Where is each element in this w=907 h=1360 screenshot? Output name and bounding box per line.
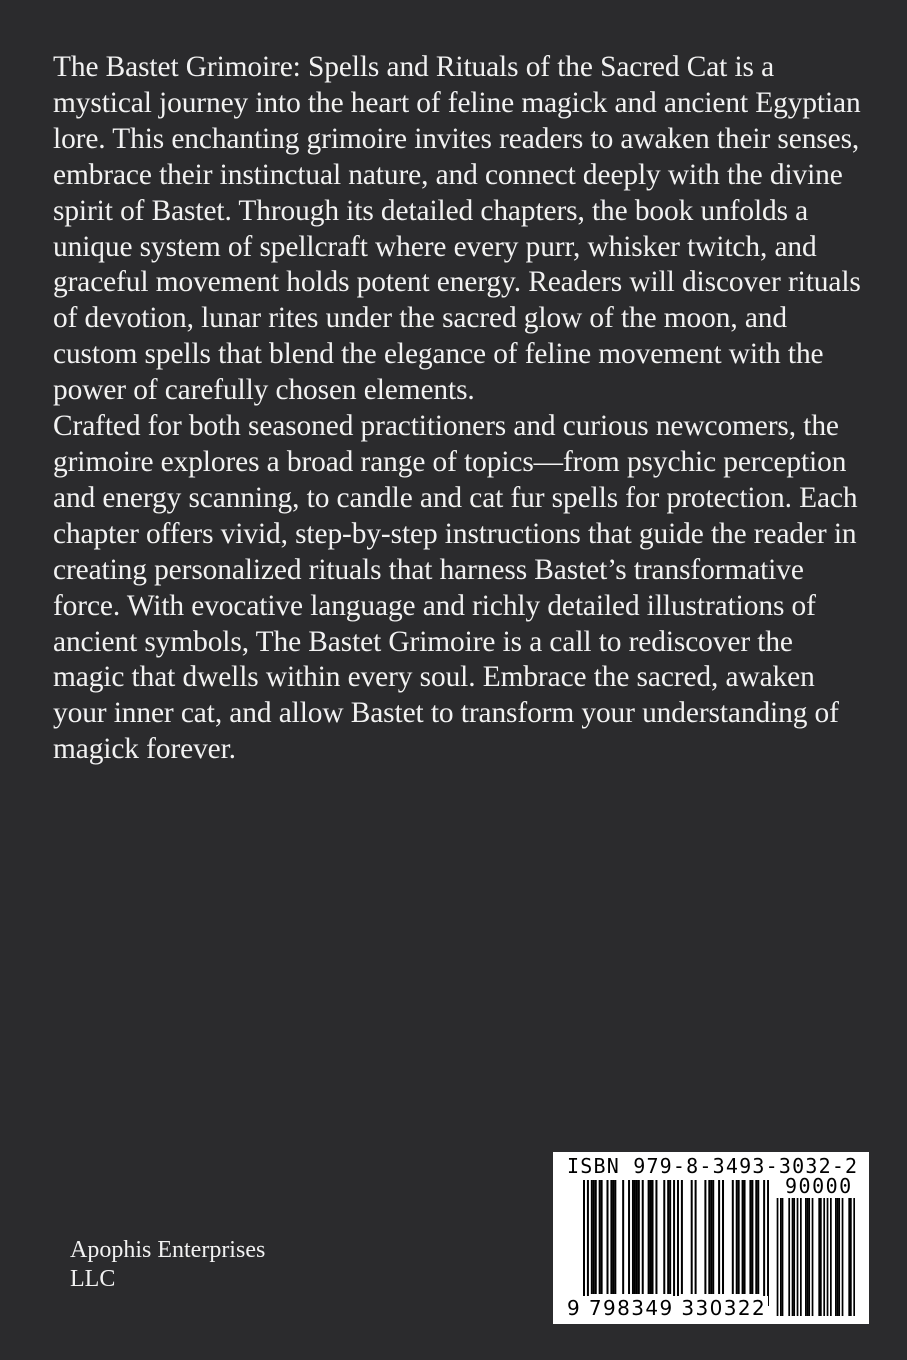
addon-barcode-bars — [775, 1198, 855, 1316]
barcode-bar — [738, 1180, 740, 1294]
barcode-bar — [732, 1180, 734, 1294]
barcode-bar — [655, 1180, 657, 1294]
barcode-bar — [583, 1180, 585, 1306]
barcode-bar — [712, 1180, 714, 1294]
barcode-bar — [634, 1180, 636, 1294]
barcode-bar — [610, 1180, 612, 1294]
barcode-bar — [722, 1180, 724, 1294]
barcode-bar — [642, 1180, 644, 1294]
barcode-bar — [673, 1180, 675, 1306]
addon-bar — [780, 1198, 782, 1316]
barcode-bar — [681, 1180, 683, 1294]
barcode-bar — [708, 1180, 710, 1294]
price-code: 90000 — [785, 1174, 853, 1198]
addon-bar — [805, 1198, 807, 1316]
description-paragraph-2: Crafted for both seasoned practitioners and curious newcomers, the grimoire explores a broad range of topics—from psychic perception and energy scanning, to candle and cat fur spells for protection. Each chapter offers vivid, step-by-step instructions that guide the reader in creating personalized rituals that harness Bastet’s transformative force. With evocative language and richly detailed illustrations of ancient symbols, The Bastet Grimoire is a call to rediscover the magic that dwells within every soul. Embrace the sacred, awaken your inner cat, and allow Bastet to transform your understanding of magick forever. — [53, 410, 858, 766]
barcode-bar — [650, 1180, 652, 1294]
barcode-bar — [669, 1180, 671, 1294]
barcode-bar — [704, 1180, 706, 1294]
barcode-bar — [652, 1180, 654, 1294]
publisher-line-1: Apophis Enterprises — [70, 1237, 266, 1263]
barcode-bar — [695, 1180, 697, 1294]
addon-bar — [842, 1198, 844, 1316]
barcode-bar — [614, 1180, 616, 1294]
barcode-bar — [606, 1180, 608, 1294]
addon-bar — [792, 1198, 794, 1316]
addon-bar — [827, 1198, 829, 1316]
barcode-bar — [749, 1180, 751, 1294]
barcode-bar — [751, 1180, 753, 1294]
addon-bar — [830, 1198, 832, 1316]
barcode-bar — [595, 1180, 597, 1294]
barcode-bar — [718, 1180, 720, 1294]
addon-bar — [797, 1198, 799, 1316]
barcode-bar — [648, 1180, 650, 1294]
addon-bar — [812, 1198, 814, 1316]
barcode-bar — [677, 1180, 679, 1306]
addon-bar — [793, 1198, 795, 1316]
barcode-bar — [742, 1180, 744, 1294]
addon-bar — [820, 1198, 822, 1316]
barcode-bar — [744, 1180, 746, 1294]
addon-bar — [850, 1198, 852, 1316]
barcode-bar — [663, 1180, 665, 1294]
addon-bar — [853, 1198, 855, 1316]
barcode-bar — [636, 1180, 638, 1294]
addon-bar — [808, 1198, 810, 1316]
addon-bar — [848, 1198, 850, 1316]
barcode-bar — [599, 1180, 601, 1294]
description-paragraph-1: The Bastet Grimoire: Spells and Rituals of the Sacred Cat is a mystical journey into the heart of feline magick and ancient Egyptian lore. This enchanting grimoire invites readers to awaken their senses, embrace their instinctual nature, and connect deeply with the divine spirit of Bastet. Through its detailed chapters, the book unfolds a unique system of spellcraft where every purr, whisker twitch, and graceful movement holds potent energy. Readers will discover rituals of devotion, lunar rites under the sacred glow of the moon, and custom spells that blend the elegance of feline movement with the power of carefully chosen elements. — [53, 51, 861, 407]
barcode-bar — [736, 1180, 738, 1294]
barcode-bar — [622, 1180, 624, 1294]
publisher-line-2: LLC — [70, 1266, 116, 1292]
addon-bar — [818, 1198, 820, 1316]
publisher-name — [70, 1236, 265, 1294]
ean13-barcode-bars — [583, 1180, 769, 1306]
isbn-label: ISBN 979-8-3493-3032-2 — [567, 1154, 859, 1178]
addon-bar — [837, 1198, 839, 1316]
ean-digits: 9 798349 330322 — [567, 1296, 767, 1320]
addon-bar — [823, 1198, 825, 1316]
barcode-bar — [587, 1180, 589, 1306]
addon-bar — [800, 1198, 802, 1316]
barcode-bar — [601, 1180, 603, 1294]
barcode-bar — [767, 1180, 769, 1306]
back-cover-description — [53, 50, 863, 768]
barcode-bar — [755, 1180, 757, 1294]
barcode-bar — [612, 1180, 614, 1294]
barcode-bar — [691, 1180, 693, 1294]
barcode-bar — [710, 1180, 712, 1294]
barcode-bar — [757, 1180, 759, 1294]
addon-bar — [788, 1198, 790, 1316]
barcode-bar — [632, 1180, 634, 1294]
addon-bar — [777, 1198, 779, 1316]
barcode-bar — [593, 1180, 595, 1294]
barcode-bar — [763, 1180, 765, 1306]
addon-bar — [835, 1198, 837, 1316]
addon-bar — [782, 1198, 784, 1316]
barcode-bar — [667, 1180, 669, 1294]
barcode-bar — [638, 1180, 640, 1294]
barcode-bar — [591, 1180, 593, 1294]
addon-bar — [807, 1198, 809, 1316]
addon-bar — [838, 1198, 840, 1316]
barcode-bar — [628, 1180, 630, 1294]
isbn-barcode-box — [553, 1152, 869, 1324]
